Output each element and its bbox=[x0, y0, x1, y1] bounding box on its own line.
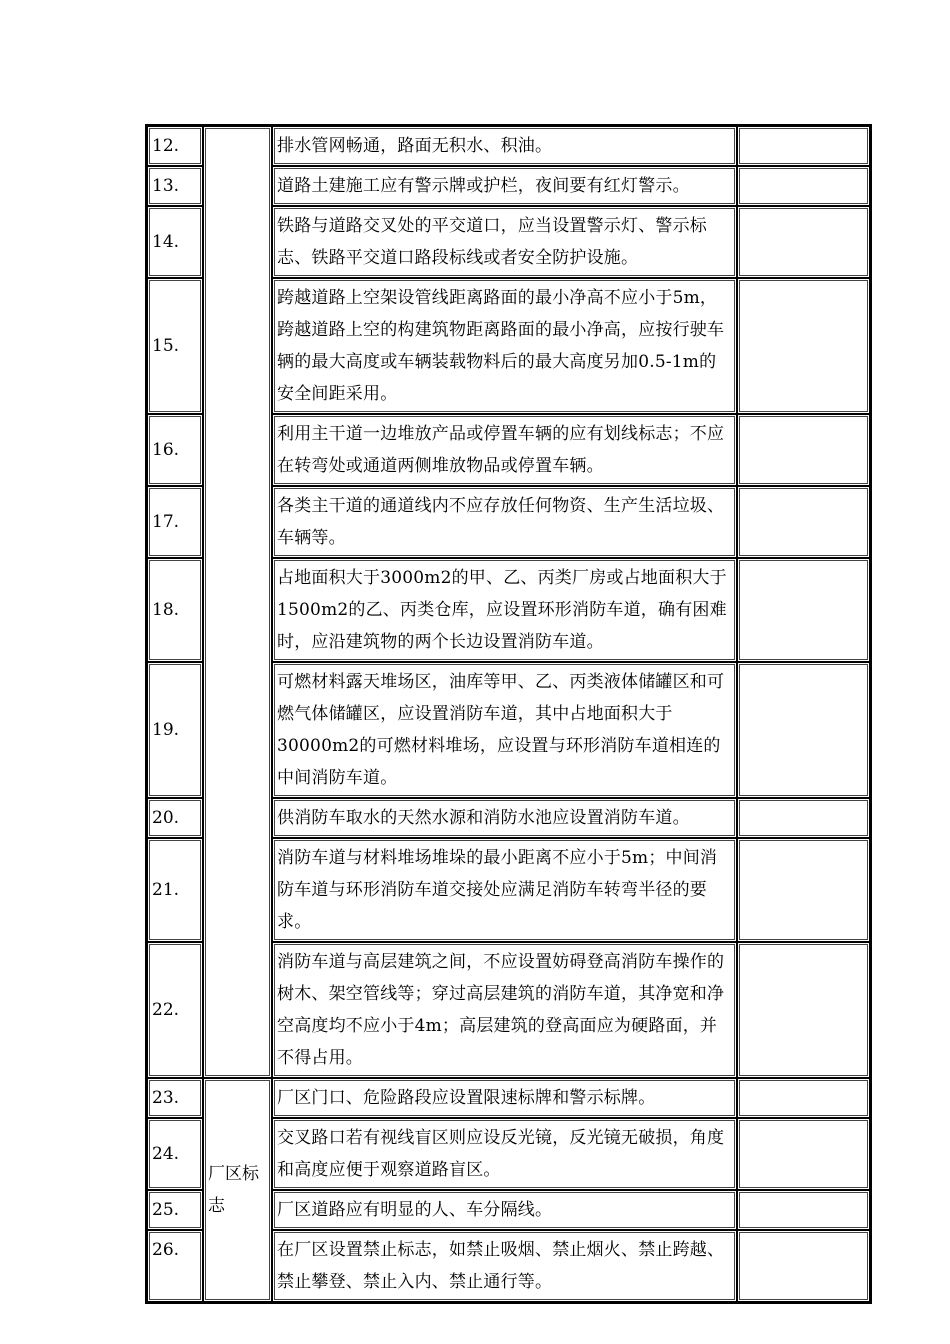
result-cell bbox=[737, 486, 870, 558]
row-content: 跨越道路上空架设管线距离路面的最小净高不应小于5m，跨越道路上空的构建筑物距离路面的最小净高，应按行驶车辆的最大高度或车辆装载物料后的最大高度另加0.5-1m的安全间距采用。 bbox=[272, 278, 737, 414]
row-content: 厂区门口、危险路段应设置限速标牌和警示标牌。 bbox=[272, 1078, 737, 1118]
row-content: 供消防车取水的天然水源和消防水池应设置消防车道。 bbox=[272, 798, 737, 838]
row-number: 16. bbox=[147, 414, 203, 486]
row-number: 18. bbox=[147, 558, 203, 662]
result-cell bbox=[737, 838, 870, 942]
row-number: 13. bbox=[147, 166, 203, 206]
checklist-page bbox=[145, 124, 872, 1304]
result-cell bbox=[737, 206, 870, 278]
row-content: 厂区道路应有明显的人、车分隔线。 bbox=[272, 1190, 737, 1230]
row-number: 20. bbox=[147, 798, 203, 838]
row-content: 道路土建施工应有警示牌或护栏，夜间要有红灯警示。 bbox=[272, 166, 737, 206]
row-content: 各类主干道的通道线内不应存放任何物资、生产生活垃圾、车辆等。 bbox=[272, 486, 737, 558]
row-number: 12. bbox=[147, 126, 203, 166]
result-cell bbox=[737, 1190, 870, 1230]
row-content: 利用主干道一边堆放产品或停置车辆的应有划线标志；不应在转弯处或通道两侧堆放物品或停置车辆。 bbox=[272, 414, 737, 486]
row-number: 22. bbox=[147, 942, 203, 1078]
result-cell bbox=[737, 166, 870, 206]
row-number: 21. bbox=[147, 838, 203, 942]
row-content: 消防车道与高层建筑之间，不应设置妨碍登高消防车操作的树木、架空管线等；穿过高层建筑的消防车道，其净宽和净空高度均不应小于4m；高层建筑的登高面应为硬路面，并不得占用。 bbox=[272, 942, 737, 1078]
result-cell bbox=[737, 1078, 870, 1118]
row-number: 26. bbox=[147, 1230, 203, 1302]
result-cell bbox=[737, 126, 870, 166]
result-cell bbox=[737, 414, 870, 486]
category-cell-empty bbox=[203, 126, 272, 1078]
row-number: 17. bbox=[147, 486, 203, 558]
checklist-table bbox=[145, 124, 872, 1304]
row-number: 25. bbox=[147, 1190, 203, 1230]
result-cell bbox=[737, 1230, 870, 1302]
row-number: 24. bbox=[147, 1118, 203, 1190]
table-row bbox=[147, 1078, 870, 1118]
row-number: 15. bbox=[147, 278, 203, 414]
result-cell bbox=[737, 798, 870, 838]
result-cell bbox=[737, 558, 870, 662]
row-content: 交叉路口若有视线盲区则应设反光镜，反光镜无破损，角度和高度应便于观察道路盲区。 bbox=[272, 1118, 737, 1190]
row-content: 消防车道与材料堆场堆垛的最小距离不应小于5m；中间消防车道与环形消防车道交接处应满足消防车转弯半径的要求。 bbox=[272, 838, 737, 942]
result-cell bbox=[737, 278, 870, 414]
row-number: 23. bbox=[147, 1078, 203, 1118]
row-content: 可燃材料露天堆场区，油库等甲、乙、丙类液体储罐区和可燃气体储罐区，应设置消防车道，其中占地面积大于30000m2的可燃材料堆场，应设置与环形消防车道相连的中间消防车道。 bbox=[272, 662, 737, 798]
row-number: 14. bbox=[147, 206, 203, 278]
row-content: 在厂区设置禁止标志，如禁止吸烟、禁止烟火、禁止跨越、禁止攀登、禁止入内、禁止通行等。 bbox=[272, 1230, 737, 1302]
category-cell-signs: 厂区标志 bbox=[203, 1078, 272, 1302]
row-content: 铁路与道路交叉处的平交道口，应当设置警示灯、警示标志、铁路平交道口路段标线或者安全防护设施。 bbox=[272, 206, 737, 278]
row-number: 19. bbox=[147, 662, 203, 798]
row-content: 占地面积大于3000m2的甲、乙、丙类厂房或占地面积大于1500m2的乙、丙类仓库，应设置环形消防车道，确有困难时，应沿建筑物的两个长边设置消防车道。 bbox=[272, 558, 737, 662]
result-cell bbox=[737, 942, 870, 1078]
result-cell bbox=[737, 1118, 870, 1190]
result-cell bbox=[737, 662, 870, 798]
table-row bbox=[147, 126, 870, 166]
row-content: 排水管网畅通，路面无积水、积油。 bbox=[272, 126, 737, 166]
